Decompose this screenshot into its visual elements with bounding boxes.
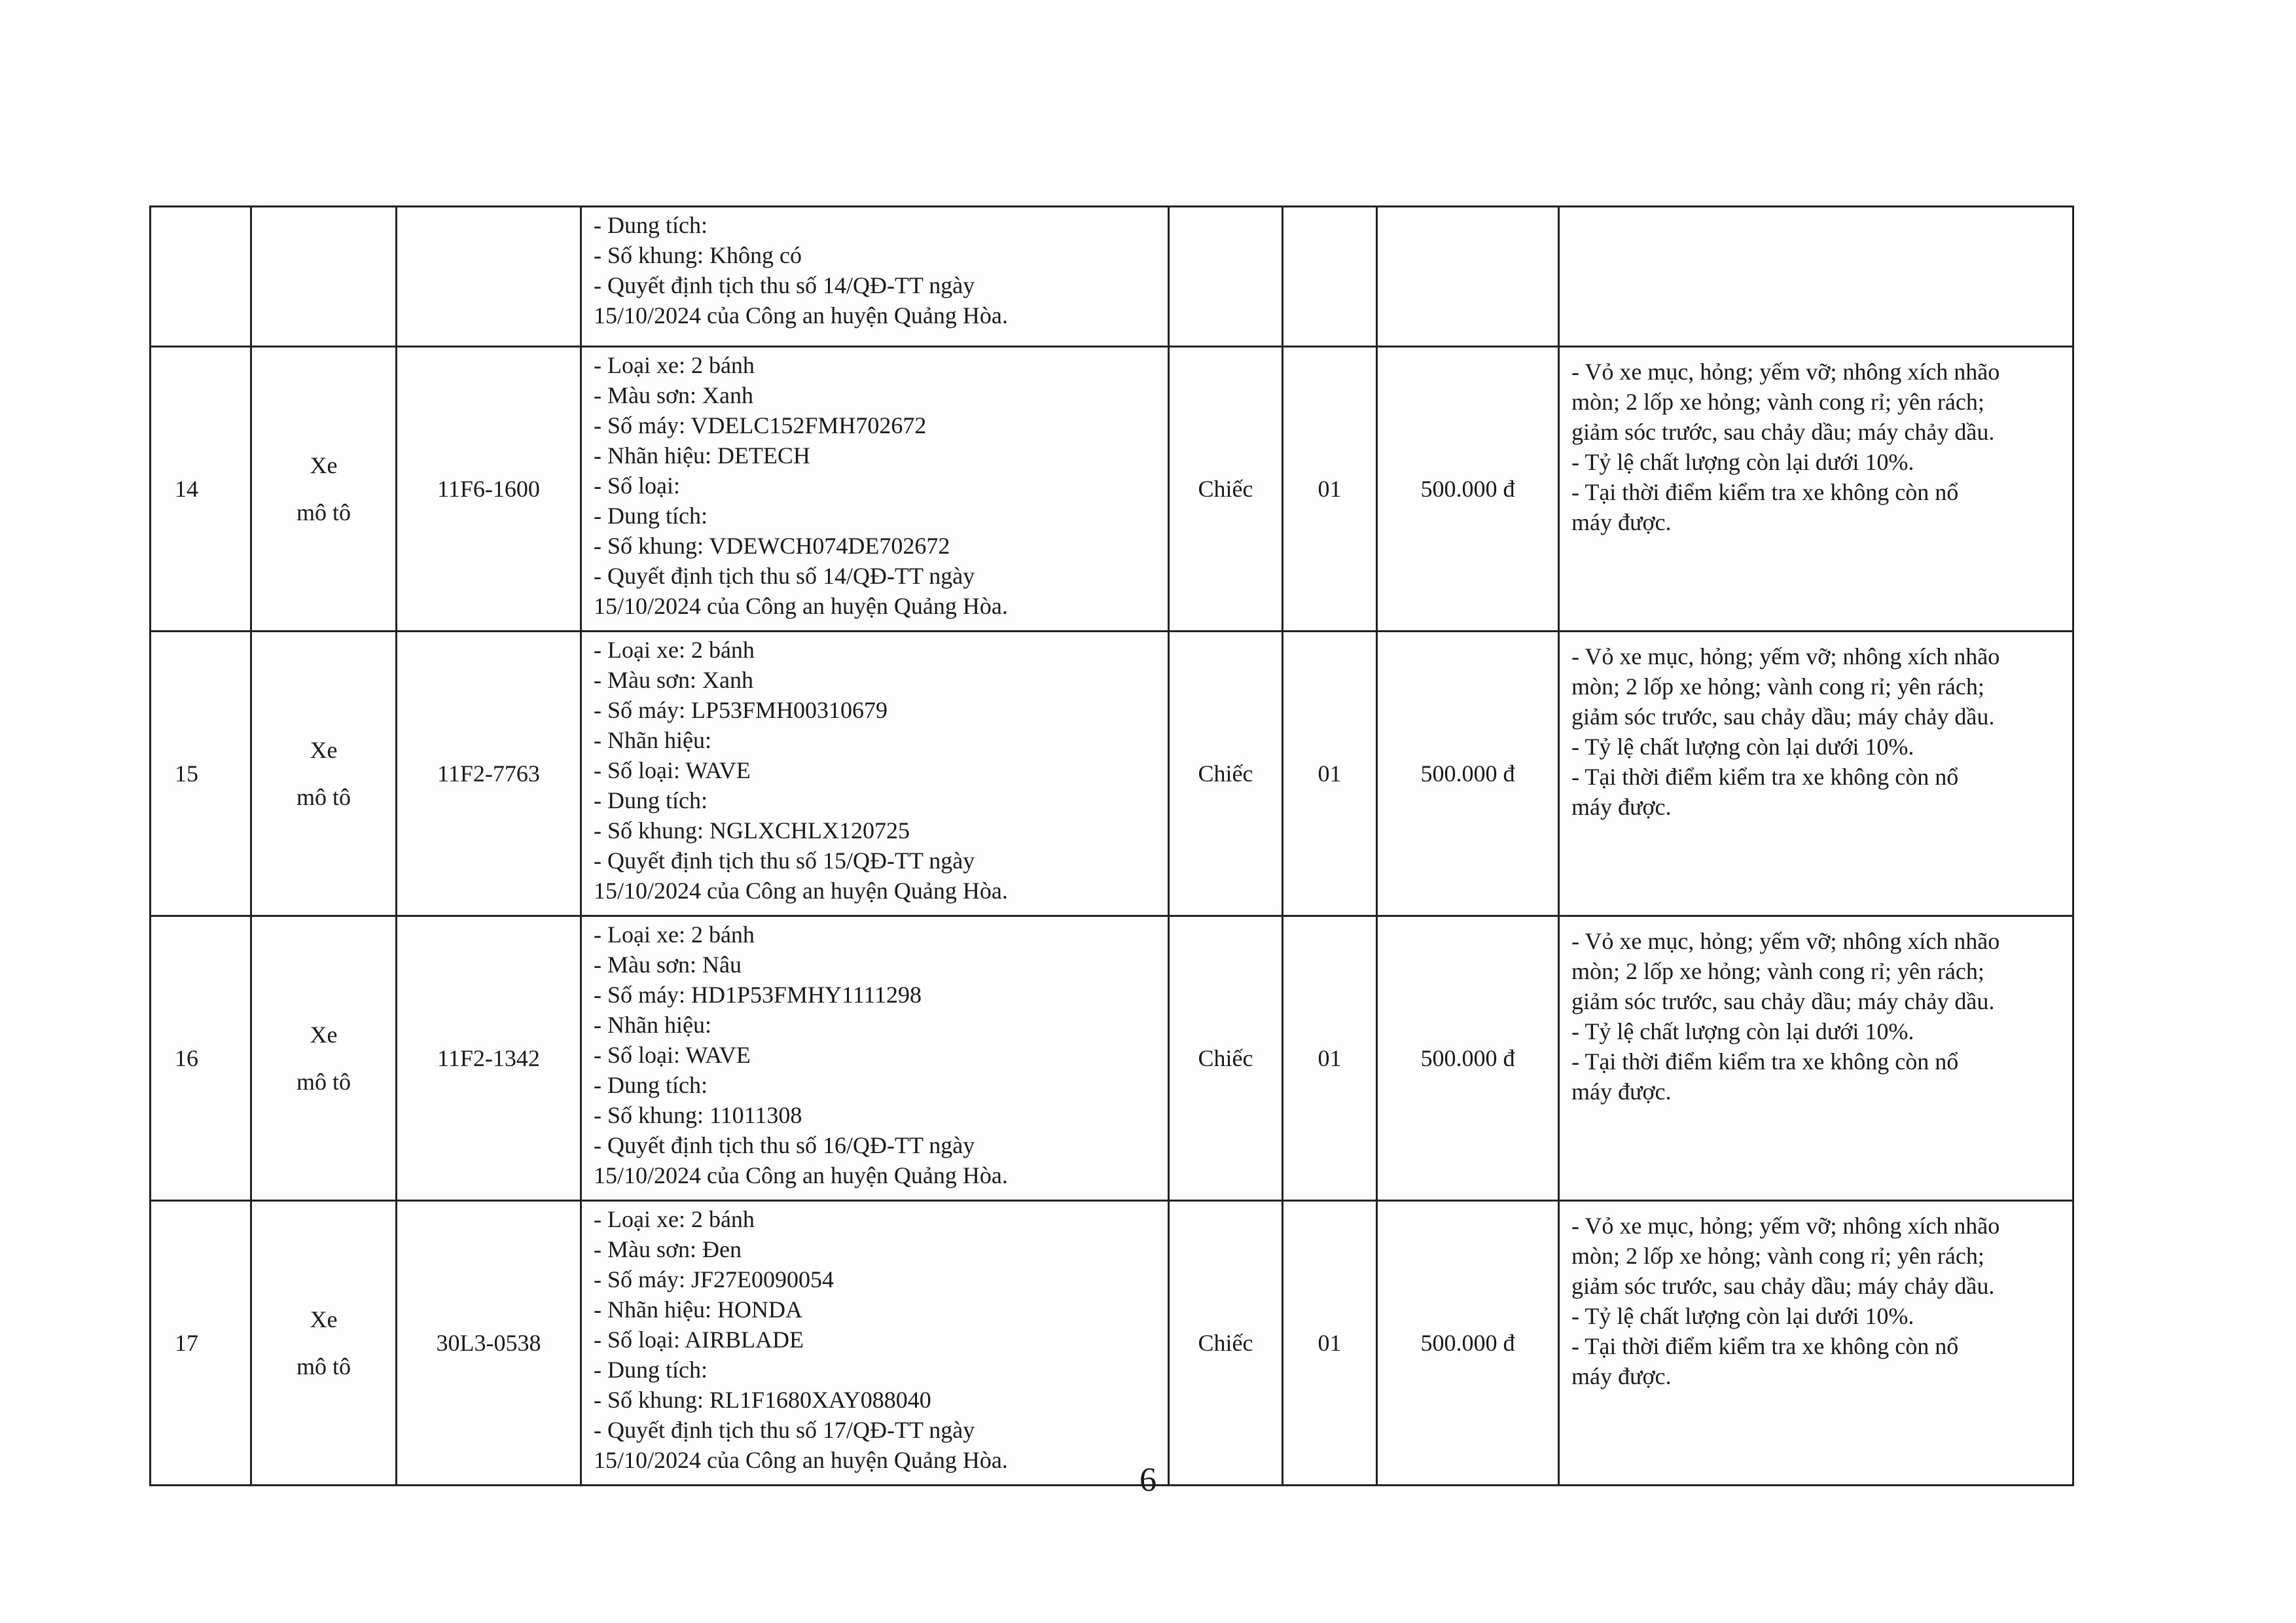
price-value: 500.000 đ [1420,1045,1515,1071]
unit-cell [1169,632,1283,916]
description-line: - Số khung: Không có [594,242,802,268]
note-line: - Tại thời điểm kiểm tra xe không còn nổ [1571,1333,1959,1359]
description-line: 15/10/2024 của Công an huyện Quảng Hòa. [594,1162,1008,1188]
asset-name-line: Xe [310,452,338,478]
description-line: - Số loại: WAVE [594,757,751,783]
description-line: - Màu sơn: Nâu [594,952,742,978]
description-line: 15/10/2024 của Công an huyện Quảng Hòa. [594,1447,1008,1473]
unit-label: Chiếc [1198,476,1253,502]
unit-label: Chiếc [1198,760,1253,787]
quantity-value: 01 [1318,476,1342,502]
unit-label: Chiếc [1198,1330,1253,1356]
note-line: giảm sóc trước, sau chảy dầu; máy chảy dầu. [1571,1273,1995,1299]
notes-cell [1559,632,2073,916]
description-line: - Dung tích: [594,1072,708,1098]
description-line: - Nhãn hiệu: [594,1012,711,1038]
page-number: 6 [1139,1461,1157,1499]
description-cell [581,207,1169,347]
note-line: - Tỷ lệ chất lượng còn lại dưới 10%. [1571,1018,1914,1044]
description-line: - Nhãn hiệu: HONDA [594,1296,802,1323]
description-cell [581,1201,1169,1486]
plate-cell [397,632,581,916]
note-line: - Tỷ lệ chất lượng còn lại dưới 10%. [1571,1303,1914,1329]
name-cell [251,632,397,916]
note-line: máy được. [1571,509,1672,535]
table-body [151,207,2073,1486]
name-cell [251,347,397,632]
note-line: máy được. [1571,1079,1672,1105]
note-line: - Vỏ xe mục, hỏng; yếm vỡ; nhông xích nhão [1571,359,2000,385]
note-line: mòn; 2 lốp xe hỏng; vành cong rỉ; yên rách; [1571,958,1984,984]
description-line: - Số khung: 11011308 [594,1102,802,1128]
row-number: 17 [175,1330,198,1356]
license-plate: 30L3-0538 [436,1330,541,1356]
table-row [151,916,2073,1201]
description-line: - Dung tích: [594,212,708,238]
qty-cell [1283,347,1377,632]
note-line: máy được. [1571,1363,1672,1389]
description-line: - Loại xe: 2 bánh [594,921,755,948]
note-line: - Tại thời điểm kiểm tra xe không còn nổ [1571,479,1959,505]
price-value: 500.000 đ [1420,760,1515,787]
description-line: - Màu sơn: Xanh [594,382,754,408]
table-row [151,347,2073,632]
description-line: 15/10/2024 của Công an huyện Quảng Hòa. [594,302,1008,329]
plate-cell [397,207,581,347]
name-cell [251,1201,397,1486]
asset-name-line: mô tô [296,1353,351,1380]
price-value: 500.000 đ [1420,1330,1515,1356]
description-line: - Số máy: HD1P53FMHY1111298 [594,982,922,1008]
stt-cell [151,916,251,1201]
description-line: - Số loại: WAVE [594,1042,751,1068]
price-cell [1377,207,1559,347]
stt-cell [151,207,251,347]
unit-cell [1169,207,1283,347]
description-line: - Quyết định tịch thu số 15/QĐ-TT ngày [594,847,975,874]
table-row-continuation [151,207,2073,347]
table-row [151,1201,2073,1486]
price-cell [1377,632,1559,916]
description-line: 15/10/2024 của Công an huyện Quảng Hòa. [594,593,1008,619]
license-plate: 11F2-1342 [437,1045,540,1071]
description-line: - Loại xe: 2 bánh [594,637,755,663]
asset-name-line: Xe [310,1022,338,1048]
note-line: - Tại thời điểm kiểm tra xe không còn nổ [1571,764,1959,790]
license-plate: 11F6-1600 [437,476,540,502]
description-line: - Số khung: RL1F1680XAY088040 [594,1387,931,1413]
qty-cell [1283,632,1377,916]
qty-cell [1283,207,1377,347]
note-line: mòn; 2 lốp xe hỏng; vành cong rỉ; yên rách; [1571,389,1984,415]
price-cell [1377,347,1559,632]
note-line: máy được. [1571,794,1672,820]
price-cell [1377,916,1559,1201]
note-line: - Tỷ lệ chất lượng còn lại dưới 10%. [1571,734,1914,760]
description-line: - Màu sơn: Xanh [594,667,754,693]
notes-cell [1559,207,2073,347]
description-line: - Số khung: NGLXCHLX120725 [594,817,910,844]
description-line: - Quyết định tịch thu số 14/QĐ-TT ngày [594,563,975,589]
plate-cell [397,916,581,1201]
plate-cell [397,1201,581,1486]
notes-cell [1559,347,2073,632]
quantity-value: 01 [1318,1045,1342,1071]
asset-name-line: Xe [310,1306,338,1332]
plate-cell [397,347,581,632]
stt-cell [151,632,251,916]
price-cell [1377,1201,1559,1486]
row-number: 16 [175,1045,198,1071]
note-line: - Tỷ lệ chất lượng còn lại dưới 10%. [1571,449,1914,475]
description-line: - Số máy: JF27E0090054 [594,1266,834,1293]
asset-name-line: mô tô [296,784,351,810]
note-line: - Vỏ xe mục, hỏng; yếm vỡ; nhông xích nhão [1571,928,2000,954]
notes-cell [1559,916,2073,1201]
quantity-value: 01 [1318,760,1342,787]
description-line: - Số máy: VDELC152FMH702672 [594,412,927,438]
unit-cell [1169,347,1283,632]
description-line: - Loại xe: 2 bánh [594,352,755,378]
note-line: giảm sóc trước, sau chảy dầu; máy chảy dầu. [1571,419,1995,445]
table-row [151,632,2073,916]
description-line: - Dung tích: [594,503,708,529]
unit-cell [1169,1201,1283,1486]
description-line: - Số khung: VDEWCH074DE702672 [594,533,950,559]
description-line: - Dung tích: [594,787,708,813]
stt-cell [151,1201,251,1486]
row-number: 15 [175,760,198,787]
name-cell [251,207,397,347]
unit-label: Chiếc [1198,1045,1253,1071]
stt-cell [151,347,251,632]
description-line: - Quyết định tịch thu số 17/QĐ-TT ngày [594,1417,975,1443]
note-line: giảm sóc trước, sau chảy dầu; máy chảy dầu. [1571,704,1995,730]
asset-name-line: Xe [310,737,338,763]
qty-cell [1283,1201,1377,1486]
price-value: 500.000 đ [1420,476,1515,502]
description-line: - Quyết định tịch thu số 14/QĐ-TT ngày [594,272,975,298]
qty-cell [1283,916,1377,1201]
note-line: - Vỏ xe mục, hỏng; yếm vỡ; nhông xích nhão [1571,643,2000,669]
description-line: - Số máy: LP53FMH00310679 [594,697,888,723]
description-line: - Dung tích: [594,1357,708,1383]
description-cell [581,347,1169,632]
description-line: - Loại xe: 2 bánh [594,1206,755,1232]
asset-name-line: mô tô [296,1069,351,1095]
note-line: - Vỏ xe mục, hỏng; yếm vỡ; nhông xích nhão [1571,1213,2000,1239]
note-line: - Tại thời điểm kiểm tra xe không còn nổ [1571,1048,1959,1075]
description-line: - Số loại: [594,473,680,499]
description-line: - Màu sơn: Đen [594,1236,742,1262]
description-cell [581,632,1169,916]
unit-cell [1169,916,1283,1201]
description-line: - Nhãn hiệu: DETECH [594,442,810,469]
notes-cell [1559,1201,2073,1486]
asset-table [149,205,2074,1486]
description-line: - Quyết định tịch thu số 16/QĐ-TT ngày [594,1132,975,1158]
description-cell [581,916,1169,1201]
asset-name-line: mô tô [296,499,351,526]
note-line: mòn; 2 lốp xe hỏng; vành cong rỉ; yên rách; [1571,673,1984,700]
note-line: mòn; 2 lốp xe hỏng; vành cong rỉ; yên rách; [1571,1243,1984,1269]
description-line: - Nhãn hiệu: [594,727,711,753]
quantity-value: 01 [1318,1330,1342,1356]
row-number: 14 [175,476,198,502]
note-line: giảm sóc trước, sau chảy dầu; máy chảy dầu. [1571,988,1995,1014]
license-plate: 11F2-7763 [437,760,540,787]
description-line: 15/10/2024 của Công an huyện Quảng Hòa. [594,878,1008,904]
name-cell [251,916,397,1201]
description-line: - Số loại: AIRBLADE [594,1327,804,1353]
